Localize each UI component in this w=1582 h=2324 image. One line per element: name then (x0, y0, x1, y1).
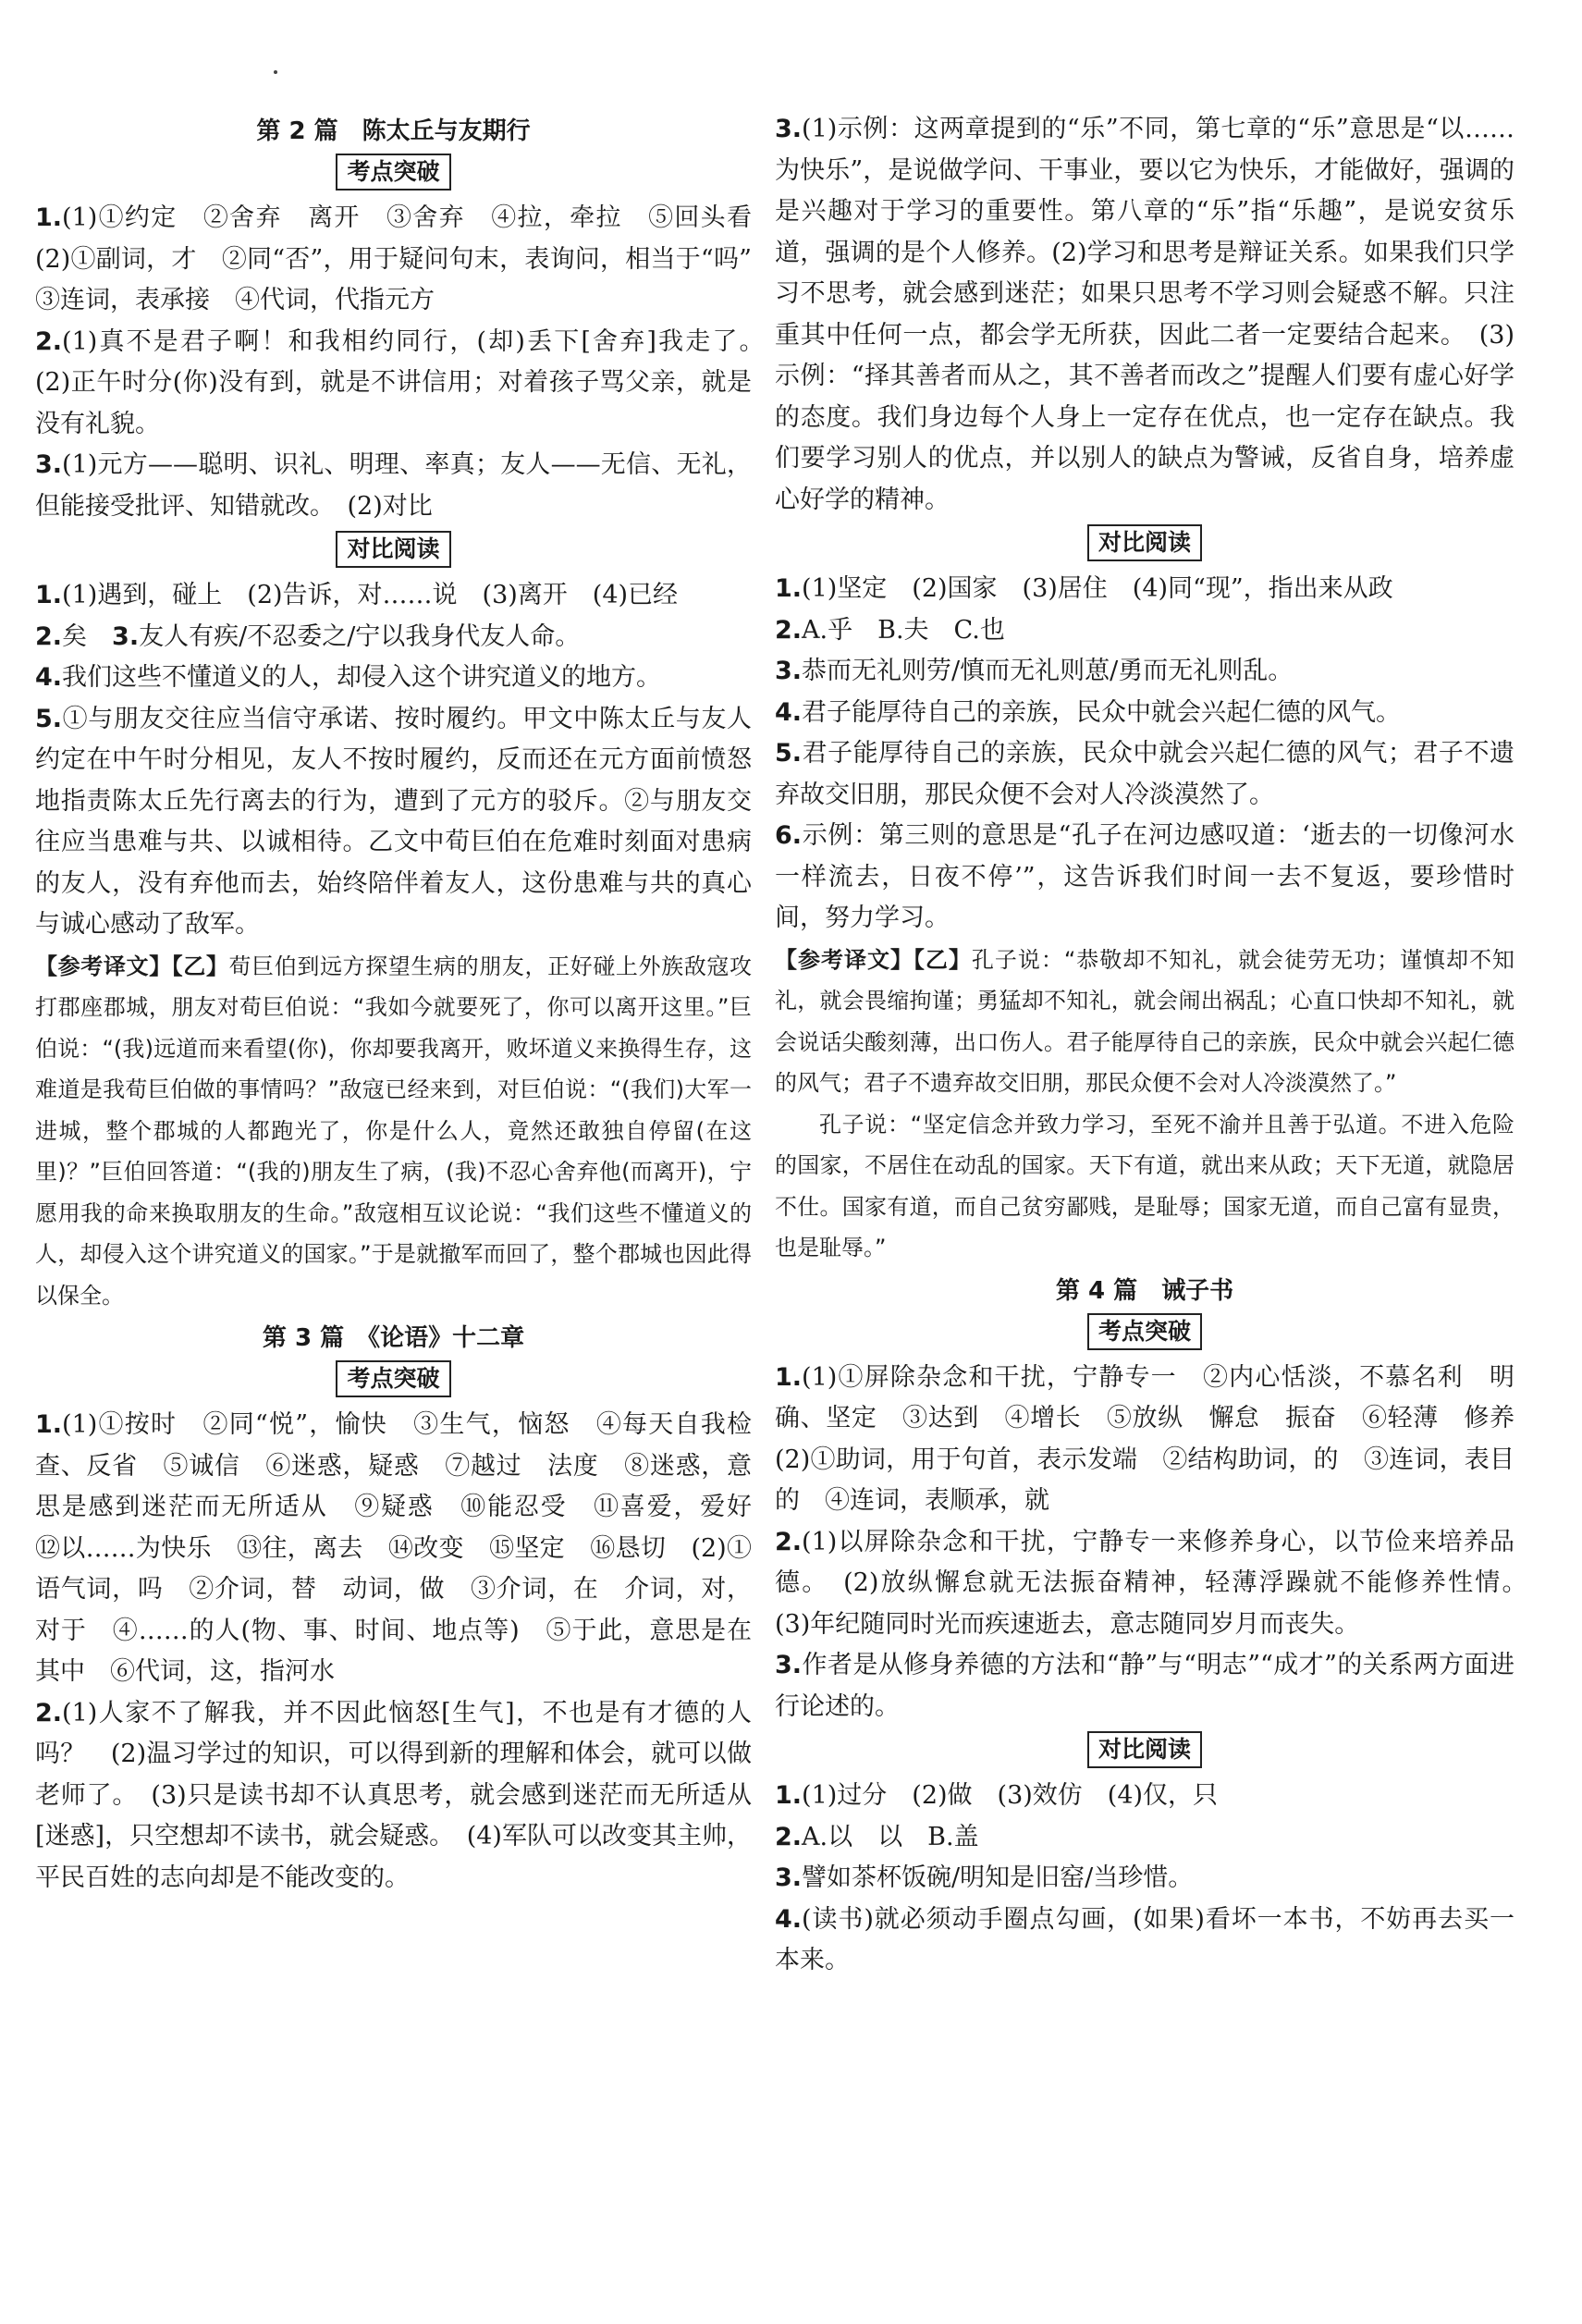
compare-answer-6: 6.示例：第三则的意思是“孔子在河边感叹道：‘逝去的一切像河水一样流去，日夜不停’”，这告诉我们时间一去不复返，要珍惜时间，努力学习。 (775, 821, 1515, 932)
subsection-duibi-3: 对比阅读 (775, 524, 1515, 561)
compare-answer-2: 2.A.以 以 B.盖 (775, 1822, 979, 1851)
answer-1: 1.(1)①屏除杂念和干扰，宁静专一 ②内心恬淡，不慕名利 明确、坚定 ③达到 ④增长 ⑤放纵 懈怠 振奋 ⑥轻薄 修养 (2)①助词，用于句首，表示发端 ②结构助词，的 ③连词，表目的 ④连词，表顺承，就 (775, 1362, 1539, 1515)
compare-answer-1: 1.(1)遇到，碰上 (2)告诉，对……说 (3)离开 (4)已经 (35, 581, 679, 609)
page-speck (274, 70, 277, 74)
compare-answer-1: 1.(1)过分 (2)做 (3)效仿 (4)仅，只 (775, 1781, 1219, 1810)
compare-answer-4: 4.(读书)就必须动手圈点勾画，(如果)看坏一本书，不妨再去买一本来。 (775, 1904, 1515, 1974)
answer-2: 2.(1)人家不了解我，并不因此恼怒[生气]，不也是有才德的人吗？ (2)温习学过的知识，可以得到新的理解和体会，就可以做老师了。 (3)只是读书却不认真思考，就会感到迷茫而无所适从[迷惑]，只空想却不读书，就会疑惑。 (4)军队可以改变其主帅，平民百姓的志向却是不能改变的。 (35, 1698, 752, 1892)
section-title-4: 第 4 篇 诫子书 (1055, 1276, 1234, 1305)
compare-answer-3: 3.譬如茶杯饭碗/明知是旧窑/当珍惜。 (775, 1863, 1194, 1892)
compare-answer-4: 4.我们这些不懂道义的人，却侵入这个讲究道义的地方。 (35, 663, 662, 692)
answer-3: 3.作者是从修身养德的方法和“静”与“明志”“成才”的关系两方面进行论述的。 (775, 1651, 1515, 1721)
section-title-2: 第 2 篇 陈太丘与友期行 (256, 117, 531, 145)
compare-answer-5: 5.君子能厚待自己的亲族，民众中就会兴起仁德的风气；君子不遗弃故交旧朋，那民众便不会对人冷淡漠然了。 (775, 739, 1515, 809)
reference-translation: 【参考译文】【乙】孔子说：“恭敬却不知礼，就会徒劳无功；谨慎却不知礼，就会畏缩拘谨；勇猛却不知礼，就会闹出祸乱；心直口快却不知礼，就会说话尖酸刻薄，出口伤人。君子能厚待自己的亲族，民众中就会兴起仁德的风气；君子不遗弃故交旧朋，那民众便不会对人冷淡漠然了。” (775, 946, 1515, 1096)
compare-answer-1: 1.(1)坚定 (2)国家 (3)居住 (4)同“现”，指出来从政 (775, 574, 1393, 603)
subsection-kaodian-4: 考点突破 (775, 1313, 1515, 1350)
compare-answer-5: 5.①与朋友交往应当信守承诺、按时履约。甲文中陈太丘与友人约定在中午时分相见，友人不按时履约，反而还在元方面前愤怒地指责陈太丘先行离去的行为，遭到了元方的驳斥。②与朋友交往应当患难与共、以诚相待。乙文中荀巨伯在危难时刻面对患病的友人，没有弃他而去，始终陪伴着友人，这份患难与共的真心与诚心感动了敌军。 (35, 704, 752, 939)
compare-answer-3: 3.恭而无礼则劳/慎而无礼则葸/勇而无礼则乱。 (775, 657, 1294, 685)
answer-1: 1.(1)①按时 ②同“悦”，愉快 ③生气，恼怒 ④每天自我检查、反省 ⑤诚信 ⑥迷惑，疑惑 ⑦越过 法度 ⑧迷惑，意思是感到迷茫而无所适从 ⑨疑惑 ⑩能忍受 ⑪喜爱，爱好 ⑫以……为快乐 ⑬往，离去 ⑭改变 ⑮坚定 ⑯恳切 (2)①语气词，吗 ②介词，替 动词，做 ③介词，在 介词，对，对于 ④……的人(物、事、时间、地点等) ⑤于此，意思是在其中 ⑥代词，这，指河水 (35, 1410, 777, 1686)
compare-answer-2: 2.A.乎 B.夫 C.也 (775, 615, 1005, 645)
section-title-3: 第 3 篇 《论语》十二章 (262, 1324, 525, 1352)
answer-3: 3.(1)元方——聪明、识礼、明理、率真；友人——无信、无礼，但能接受批评、知错就改。 (2)对比 (35, 450, 752, 521)
subsection-kaodian-3: 考点突破 (35, 1360, 752, 1397)
compare-answer-4: 4.君子能厚待自己的亲族，民众中就会兴起仁德的风气。 (775, 697, 1402, 727)
compare-answer-2-3: 2.矣 3.友人有疾/不忍委之/宁以我身代友人命。 (35, 621, 581, 651)
subsection-duibi-2: 对比阅读 (35, 531, 752, 568)
subsection-kaodian-2: 考点突破 (35, 154, 752, 191)
answer-3: 3.(1)示例：这两章提到的“乐”不同，第七章的“乐”意思是“以……为快乐”，是说做学问、干事业，要以它为快乐，才能做好，强调的是兴趣对于学习的重要性。第八章的“乐”指“乐趣”，是说安贫乐道，强调的是个人修养。(2)学习和思考是辩证关系。如果我们只学习不思考，就会感到迷茫；如果只思考不学习则会疑惑不解。只注重其中任何一点，都会学无所获，因此二者一定要结合起来。 (3)示例：“择其善者而从之，其不善者而改之”提醒人们要有虚心好学的态度。我们身边每个人身上一定存在优点，也一定存在缺点。我们要学习别人的优点，并以别人的缺点为警诫，反省自身，培养虚心好学的精神。 (775, 115, 1515, 514)
left-column (35, 109, 777, 1899)
answer-2: 2.(1)真不是君子啊！和我相约同行，(却)丢下[舍弃]我走了。 (2)正午时分(你)没有到，就是不讲信用；对着孩子骂父亲，就是没有礼貌。 (35, 326, 777, 438)
answer-1: 1.(1)①约定 ②舍弃 离开 ③舍弃 ④拉，牵拉 ⑤回头看 (2)①副词，才 ②同“否”，用于疑问句末，表询问，相当于“吗” ③连词，表承接 ④代词，代指元方 (35, 203, 777, 314)
reference-translation: 【参考译文】【乙】荀巨伯到远方探望生病的朋友，正好碰上外族敌寇攻打郡座郡城，朋友对荀巨伯说：“我如今就要死了，你可以离开这里。”巨伯说：“(我)远道而来看望(你)，你却要我离开，败坏道义来换得生存，这难道是我荀巨伯做的事情吗？”敌寇已经来到，对巨伯说：“(我们)大军一进城，整个郡城的人都跑光了，你是什么人，竟然还敢独自停留(在这里)？”巨伯回答道：“(我的)朋友生了病，(我)不忍心舍弃他(而离开)，宁愿用我的命来换取朋友的生命。”敌寇相互议论说：“我们这些不懂道义的人，却侵入这个讲究道义的国家。”于是就撤军而回了，整个郡城也因此得以保全。 (35, 953, 752, 1309)
right-column (775, 109, 1539, 1982)
reference-translation-2: 孔子说：“坚定信念并致力学习，至死不渝并且善于弘道。不进入危险的国家，不居住在动乱的国家。天下有道，就出来从政；天下无道，就隐居不仕。国家有道，而自己贫穷鄙贱，是耻辱；国家无道，而自己富有显贵，也是耻辱。” (775, 1111, 1515, 1260)
answer-2: 2.(1)以屏除杂念和干扰，宁静专一来修养身心，以节俭来培养品德。 (2)放纵懈怠就无法振奋精神，轻薄浮躁就不能修养性情。 (3)年纪随同时光而疾速逝去，意志随同岁月而丧失。 (775, 1527, 1539, 1639)
subsection-duibi-4: 对比阅读 (775, 1731, 1515, 1768)
